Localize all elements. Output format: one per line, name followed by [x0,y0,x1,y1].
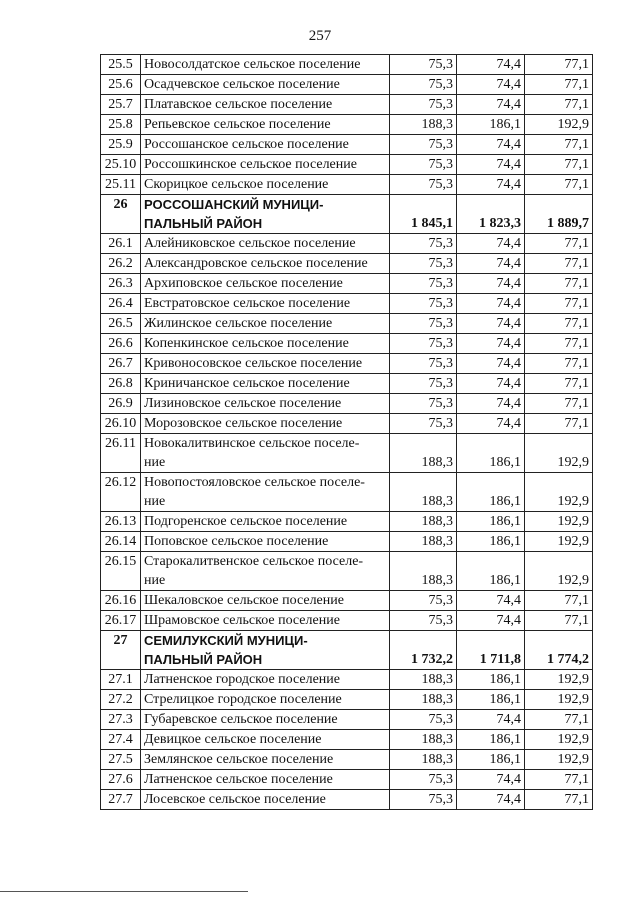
table-row [101,95,593,115]
settlement-name: Лосевское сельское поселение [141,790,390,810]
settlement-name: Шрамовское сельское поселение [141,611,390,631]
value-v2: 74,4 [457,175,525,195]
row-number: 26.13 [101,512,141,532]
row-number: 26.11 [101,434,141,473]
row-number: 27.7 [101,790,141,810]
row-number: 26.15 [101,552,141,591]
value-v3: 77,1 [525,75,593,95]
settlements-table [100,54,593,810]
value-v1: 75,3 [390,95,457,115]
row-number: 25.7 [101,95,141,115]
value-v2: 186,1 [457,670,525,690]
value-v2: 74,4 [457,274,525,294]
table-row [101,374,593,394]
value-v1: 1 732,2 [390,631,457,670]
value-v1: 188,3 [390,730,457,750]
settlement-name-line2: ПАЛЬНЫЙ РАЙОН [144,216,263,231]
value-v2: 74,4 [457,155,525,175]
table-row [101,512,593,532]
value-v1: 75,3 [390,274,457,294]
value-v2: 74,4 [457,374,525,394]
value-v1: 75,3 [390,75,457,95]
value-v3: 1 889,7 [525,195,593,234]
settlement-name [141,195,390,234]
value-v3: 77,1 [525,394,593,414]
settlement-name: Стрелицкое городское поселение [141,690,390,710]
value-v3: 77,1 [525,710,593,730]
row-number: 27.5 [101,750,141,770]
table-row [101,730,593,750]
table-row [101,234,593,254]
settlement-name: Евстратовское сельское поселение [141,294,390,314]
row-number: 25.6 [101,75,141,95]
value-v1: 188,3 [390,670,457,690]
settlement-name: Скорицкое сельское поселение [141,175,390,195]
row-number: 25.8 [101,115,141,135]
value-v3: 77,1 [525,175,593,195]
row-number: 26.14 [101,532,141,552]
value-v3: 192,9 [525,532,593,552]
settlement-name: Девицкое сельское поселение [141,730,390,750]
value-v1: 188,3 [390,532,457,552]
row-number: 26.8 [101,374,141,394]
settlement-name: Александровское сельское поселение [141,254,390,274]
table-row [101,135,593,155]
value-v1: 75,3 [390,254,457,274]
table-row [101,75,593,95]
value-v1: 75,3 [390,790,457,810]
settlement-name: Архиповское сельское поселение [141,274,390,294]
row-number: 26.9 [101,394,141,414]
value-v2: 74,4 [457,770,525,790]
row-number: 27.1 [101,670,141,690]
table-row [101,334,593,354]
table-row [101,532,593,552]
table-row [101,394,593,414]
table-row [101,690,593,710]
settlement-name-line2: ние [144,455,166,470]
row-number: 27.2 [101,690,141,710]
value-v3: 77,1 [525,274,593,294]
value-v3: 77,1 [525,135,593,155]
table-row [101,790,593,810]
value-v1: 75,3 [390,710,457,730]
value-v2: 186,1 [457,434,525,473]
row-number: 26.1 [101,234,141,254]
settlement-name: Жилинское сельское поселение [141,314,390,334]
table-row [101,175,593,195]
table-row [101,414,593,434]
row-number: 26 [101,195,141,234]
table-row [101,55,593,75]
value-v3: 77,1 [525,414,593,434]
value-v1: 188,3 [390,552,457,591]
district-row [101,631,593,670]
value-v3: 77,1 [525,254,593,274]
value-v2: 74,4 [457,75,525,95]
settlement-name-line2: ПАЛЬНЫЙ РАЙОН [144,652,263,667]
value-v2: 74,4 [457,414,525,434]
value-v3: 192,9 [525,730,593,750]
value-v2: 186,1 [457,690,525,710]
table-row [101,434,593,473]
value-v3: 77,1 [525,354,593,374]
settlement-name: Латненское городское поселение [141,670,390,690]
value-v1: 75,3 [390,374,457,394]
settlement-name-line2: ние [144,494,166,509]
value-v1: 75,3 [390,770,457,790]
value-v3: 192,9 [525,670,593,690]
value-v3: 77,1 [525,334,593,354]
value-v1: 75,3 [390,135,457,155]
value-v1: 75,3 [390,354,457,374]
value-v3: 192,9 [525,690,593,710]
value-v2: 74,4 [457,234,525,254]
value-v3: 1 774,2 [525,631,593,670]
settlement-name-line1: СЕМИЛУКСКИЙ МУНИЦИ- [144,633,308,648]
settlement-name: Репьевское сельское поселение [141,115,390,135]
settlement-name [141,631,390,670]
value-v1: 188,3 [390,512,457,532]
table-row [101,274,593,294]
table-row [101,473,593,512]
settlement-name-line1: Новопостояловское сельское поселе- [144,475,365,490]
value-v1: 75,3 [390,414,457,434]
row-number: 26.12 [101,473,141,512]
value-v1: 75,3 [390,314,457,334]
value-v2: 74,4 [457,611,525,631]
table-row [101,254,593,274]
value-v2: 1 711,8 [457,631,525,670]
settlement-name: Копенкинское сельское поселение [141,334,390,354]
value-v1: 75,3 [390,394,457,414]
row-number: 25.11 [101,175,141,195]
page-number: 257 [308,28,332,44]
value-v3: 77,1 [525,155,593,175]
settlement-name [141,434,390,473]
table-body [101,55,593,810]
settlement-name: Платавское сельское поселение [141,95,390,115]
value-v3: 77,1 [525,314,593,334]
settlement-name-line1: Старокалитвенское сельское поселе- [144,554,364,569]
value-v3: 77,1 [525,95,593,115]
value-v1: 188,3 [390,115,457,135]
value-v1: 188,3 [390,434,457,473]
settlement-name-line2: ние [144,573,166,588]
settlement-name: Латненское сельское поселение [141,770,390,790]
value-v2: 74,4 [457,55,525,75]
value-v2: 74,4 [457,334,525,354]
row-number: 26.10 [101,414,141,434]
value-v2: 74,4 [457,314,525,334]
settlement-name: Осадчевское сельское поселение [141,75,390,95]
value-v3: 192,9 [525,512,593,532]
row-number: 27.6 [101,770,141,790]
settlement-name [141,552,390,591]
value-v2: 74,4 [457,710,525,730]
row-number: 26.7 [101,354,141,374]
value-v2: 186,1 [457,730,525,750]
table-row [101,710,593,730]
value-v2: 186,1 [457,115,525,135]
row-number: 26.3 [101,274,141,294]
footer-rule [0,891,248,892]
value-v1: 1 845,1 [390,195,457,234]
settlement-name: Шекаловское сельское поселение [141,591,390,611]
row-number: 25.9 [101,135,141,155]
value-v2: 186,1 [457,532,525,552]
table-row [101,750,593,770]
row-number: 27 [101,631,141,670]
value-v3: 77,1 [525,234,593,254]
value-v2: 74,4 [457,591,525,611]
settlement-name: Новосолдатское сельское поселение [141,55,390,75]
settlement-name: Россошанское сельское поселение [141,135,390,155]
settlement-name: Алейниковское сельское поселение [141,234,390,254]
value-v2: 74,4 [457,394,525,414]
table-row [101,294,593,314]
value-v3: 192,9 [525,434,593,473]
row-number: 25.10 [101,155,141,175]
settlement-name: Лизиновское сельское поселение [141,394,390,414]
settlement-name: Россошкинское сельское поселение [141,155,390,175]
value-v1: 75,3 [390,294,457,314]
row-number: 26.5 [101,314,141,334]
value-v3: 192,9 [525,750,593,770]
value-v2: 186,1 [457,750,525,770]
settlement-name: Поповское сельское поселение [141,532,390,552]
value-v3: 77,1 [525,790,593,810]
row-number: 26.17 [101,611,141,631]
settlement-name: Подгоренское сельское поселение [141,512,390,532]
table-row [101,354,593,374]
row-number: 27.3 [101,710,141,730]
value-v2: 74,4 [457,790,525,810]
table-row [101,591,593,611]
value-v1: 75,3 [390,334,457,354]
table-row [101,314,593,334]
row-number: 26.6 [101,334,141,354]
value-v2: 74,4 [457,95,525,115]
settlement-name: Кривоносовское сельское поселение [141,354,390,374]
table-row [101,552,593,591]
value-v1: 188,3 [390,750,457,770]
value-v1: 75,3 [390,591,457,611]
value-v3: 77,1 [525,374,593,394]
table-row [101,611,593,631]
value-v3: 192,9 [525,552,593,591]
value-v3: 77,1 [525,55,593,75]
settlement-name: Криничанское сельское поселение [141,374,390,394]
district-row [101,195,593,234]
value-v1: 188,3 [390,473,457,512]
row-number: 26.2 [101,254,141,274]
value-v3: 192,9 [525,473,593,512]
settlement-name-line1: Новокалитвинское сельское поселе- [144,436,360,451]
settlement-name: Губаревское сельское поселение [141,710,390,730]
value-v2: 74,4 [457,254,525,274]
value-v2: 74,4 [457,135,525,155]
value-v2: 186,1 [457,552,525,591]
settlement-name: Землянское сельское поселение [141,750,390,770]
value-v2: 1 823,3 [457,195,525,234]
row-number: 25.5 [101,55,141,75]
value-v3: 192,9 [525,115,593,135]
row-number: 26.16 [101,591,141,611]
table-row [101,670,593,690]
settlement-name-line1: РОССОШАНСКИЙ МУНИЦИ- [144,197,324,212]
settlement-name: Морозовское сельское поселение [141,414,390,434]
value-v2: 74,4 [457,294,525,314]
value-v1: 75,3 [390,155,457,175]
value-v3: 77,1 [525,294,593,314]
value-v2: 186,1 [457,512,525,532]
row-number: 27.4 [101,730,141,750]
value-v2: 186,1 [457,473,525,512]
value-v1: 75,3 [390,55,457,75]
row-number: 26.4 [101,294,141,314]
value-v2: 74,4 [457,354,525,374]
value-v1: 75,3 [390,611,457,631]
value-v3: 77,1 [525,591,593,611]
table-row [101,155,593,175]
value-v1: 75,3 [390,234,457,254]
table-row [101,770,593,790]
settlement-name [141,473,390,512]
value-v1: 75,3 [390,175,457,195]
table-row [101,115,593,135]
value-v1: 188,3 [390,690,457,710]
value-v3: 77,1 [525,611,593,631]
value-v3: 77,1 [525,770,593,790]
